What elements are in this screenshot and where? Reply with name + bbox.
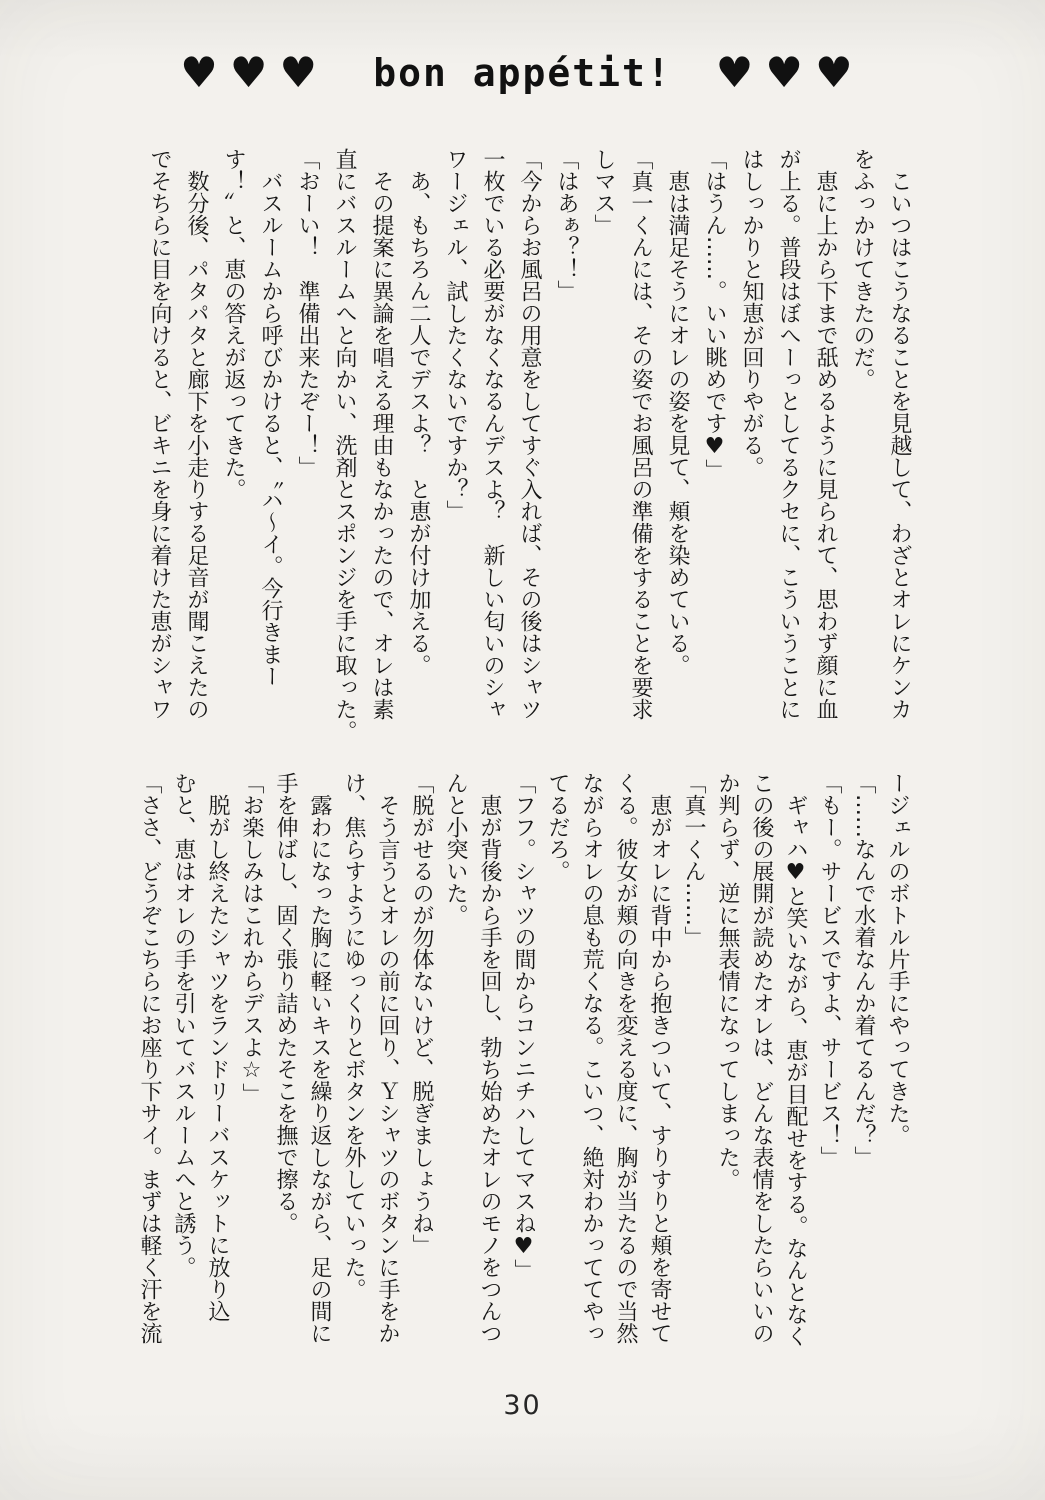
text-line: 「脱がせるのが勿体ないけど、脱ぎましょうね」 — [409, 772, 434, 1256]
text-line: はしっかりと知恵が回りやがる。 — [739, 148, 764, 478]
text-line: ージェルのボトル片手にやってきた。 — [885, 772, 910, 1146]
text-line: 「真一くんには、その姿でお風呂の準備をすることを要求 — [628, 148, 653, 720]
text-line: 恵は満足そうにオレの姿を見て、頬を染めている。 — [665, 170, 690, 676]
hearts-right-icon: ♥♥♥ — [715, 48, 865, 97]
text-line: か判らず、逆に無表情になってしまった。 — [715, 772, 740, 1190]
text-line: しマス」 — [591, 148, 616, 236]
text-line: 「もー。サービスですよ、サービス！」 — [817, 772, 842, 1168]
text-line: この後の展開が読めたオレは、どんな表情をしたらいいの — [749, 772, 774, 1344]
text-line: 一枚でいる必要がなくなるんデスよ？ 新しい匂いのシャ — [480, 148, 505, 720]
text-line: むと、恵はオレの手を引いてバスルームへと誘う。 — [171, 772, 196, 1278]
text-line: てるだろ。 — [545, 772, 570, 882]
text-line: ギャハ♥と笑いながら、恵が目配せをする。なんとなく — [783, 794, 808, 1347]
hearts-left-icon: ♥♥♥ — [180, 48, 330, 97]
text-line: 恵に上から下まで舐めるように見られて、思わず顔に血 — [813, 170, 838, 720]
text-line: 「ささ、どうぞこちらにお座り下サイ。まずは軽く汗を流 — [137, 772, 162, 1344]
text-line: バスルームから呼びかけると、〝ハ〜イ。今行きまー — [258, 170, 283, 687]
text-line: ながらオレの息も荒くなる。こいつ、絶対わかっててやっ — [579, 772, 604, 1344]
text-line: 露わになった胸に軽いキスを繰り返しながら、足の間に — [307, 794, 332, 1344]
text-line: 脱がし終えたシャツをランドリーバスケットに放り込 — [205, 794, 230, 1322]
text-line: 「真一くん……」 — [681, 772, 706, 948]
text-line: 「はあぁ？！」 — [554, 148, 579, 302]
text-line: ワージェル、試したくないですか？」 — [443, 148, 468, 522]
text-line: す！〟と、恵の答えが返ってきた。 — [221, 148, 246, 500]
text-line: あ、もちろん二人でデスよ？ と恵が付け加える。 — [406, 170, 431, 676]
text-line: 「お楽しみはこれからデスよ☆」 — [239, 772, 264, 1105]
page-header — [0, 48, 1045, 97]
text-line: んと小突いた。 — [443, 772, 468, 926]
text-line: そう言うとオレの前に回り、Ｙシャツのボタンに手をか — [375, 794, 400, 1344]
text-line: 「フフ。シャツの間からコンニチハしてマスね♥」 — [511, 772, 536, 1281]
text-line: でそちらに目を向けると、ビキニを身に着けた恵がシャワ — [147, 148, 172, 720]
text-line: 手を伸ばし、固く張り詰めたそこを撫で擦る。 — [273, 772, 298, 1234]
text-line: け、焦らすようにゆっくりとボタンを外していった。 — [341, 772, 366, 1300]
text-line: をふっかけてきたのだ。 — [850, 148, 875, 390]
text-line: が上る。普段はぼへーっとしてるクセに、こういうことに — [776, 148, 801, 720]
top-text-block — [141, 148, 918, 768]
text-line: 「今からお風呂の用意をしてすぐ入れば、その後はシャツ — [517, 148, 542, 720]
text-line: 直にバスルームへと向かい、洗剤とスポンジを手に取った。 — [332, 148, 357, 742]
text-line: 数分後、パタパタと廊下を小走りする足音が聞こえたの — [184, 170, 209, 720]
text-line: 恵がオレに背中から抱きついて、すりすりと頬を寄せて — [647, 794, 672, 1344]
text-line: 「おーい！ 準備出来たぞー！」 — [295, 148, 320, 478]
text-line: くる。彼女が頬の向きを変える度に、胸が当たるので当然 — [613, 772, 638, 1344]
bottom-text-block — [132, 772, 914, 1392]
text-line: 恵が背後から手を回し、勃ち始めたオレのモノをつんつ — [477, 794, 502, 1344]
text-line: こいつはこうなることを見越して、わざとオレにケンカ — [887, 170, 912, 720]
text-line: 「はうん……。いい眺めです♥」 — [702, 148, 727, 481]
text-line: その提案に異論を唱える理由もなかったので、オレは素 — [369, 170, 394, 720]
page-number: 30 — [503, 1390, 542, 1421]
text-line: 「……なんで水着なんか着てるんだ？」 — [851, 772, 876, 1168]
page-title: bon appétit! — [373, 51, 672, 95]
